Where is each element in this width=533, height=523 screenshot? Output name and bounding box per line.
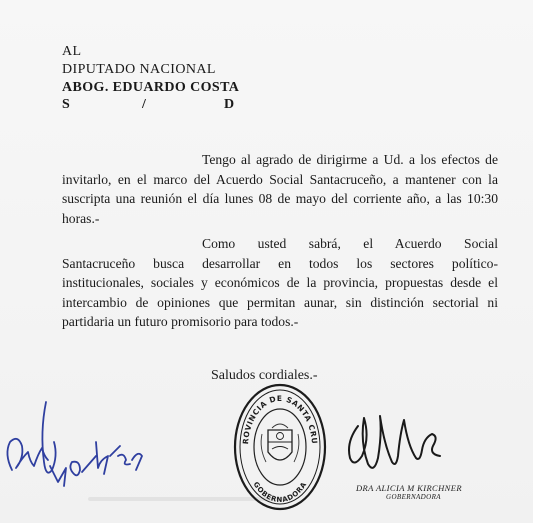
handwritten-date-annotation [0, 382, 150, 502]
paragraph-purpose [62, 234, 498, 332]
recipient-name: ABOG. EDUARDO COSTA [62, 80, 240, 95]
svg-text:PROVINCIA DE SANTA CRUZ: ROVINCIA DE SANTA CRU [241, 393, 320, 445]
recipient-line-title: DIPUTADO NACIONAL [62, 62, 216, 77]
paragraph-line: suscripta una reunión el día lunes 08 de mayo del corriente año, a las 10:30 [62, 191, 498, 206]
paragraph-line: partidaria un futuro promisorio para todos.- [62, 314, 299, 329]
scan-smudge [88, 497, 288, 501]
closing-salutation: Saludos cordiales.- [211, 368, 318, 383]
signatory-role: GOBERNADORA [386, 493, 441, 501]
paragraph-line: Santacruceño busca desarrollar en todos los sectores político- [62, 255, 498, 271]
recipient-sd-line [62, 97, 235, 113]
paragraph-line: Tengo al agrado de dirigirme a Ud. a los efectos de [202, 152, 498, 167]
paragraph-line: horas.- [62, 210, 100, 226]
sd-s: S [62, 97, 70, 112]
paragraph-line: intercambio de opiniones que permitan aunar, sin distinción sectorial ni [62, 294, 498, 310]
sd-d: D [224, 97, 235, 112]
recipient-line-al: AL [62, 44, 82, 59]
paragraph-invitation [62, 150, 498, 228]
signatory-name: DRA ALICIA M KIRCHNER [356, 483, 462, 493]
paragraph-line: Como usted sabrá, el Acuerdo Social [202, 236, 498, 251]
paragraph-line: invitarlo, en el marco del Acuerdo Social Santacruceño, a mantener con la [62, 171, 498, 187]
sd-slash: / [142, 97, 146, 112]
signature-scribble [338, 398, 458, 483]
svg-text:GOBERNADORA: GOBERNADORA [251, 480, 309, 505]
paragraph-line: institucionales, sociales y económicos de la provincia, propuestas desde el [62, 275, 498, 290]
